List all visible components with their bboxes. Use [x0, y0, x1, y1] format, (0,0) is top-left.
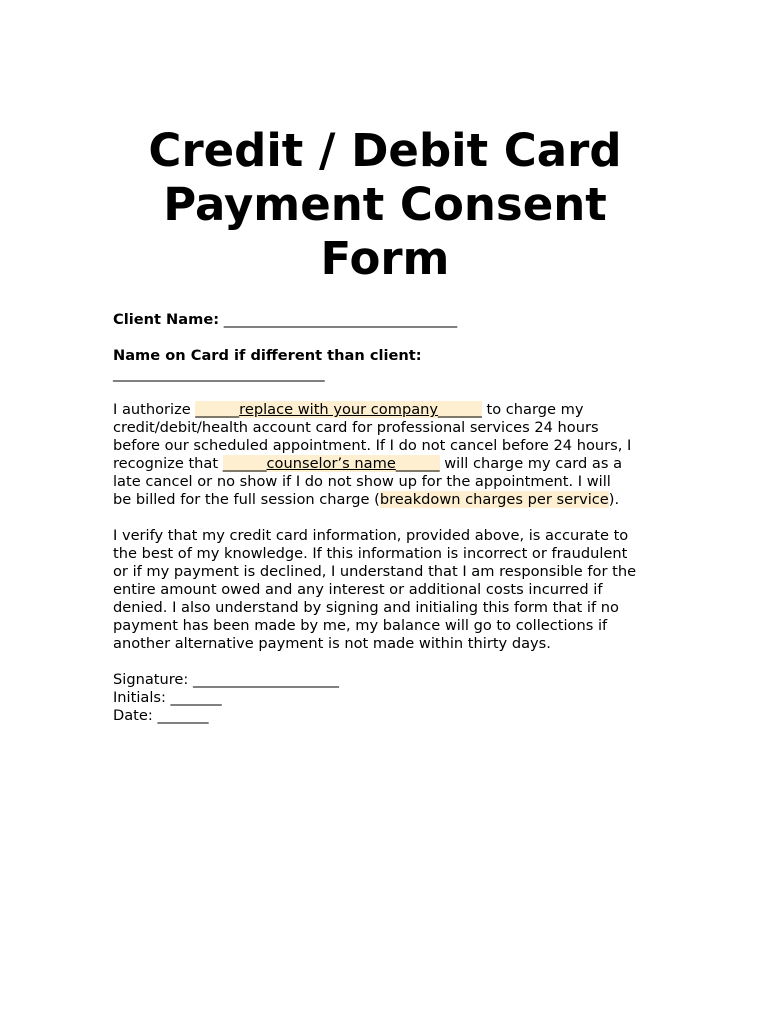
verify-line: another alternative payment is not made within thirty days.: [113, 635, 551, 652]
verify-line: denied. I also understand by signing and initialing this form that if no: [113, 599, 619, 616]
verify-line: I verify that my credit card information, provided above, is accurate to: [113, 527, 629, 544]
name-on-card-blank[interactable]: _____________________________: [113, 365, 325, 382]
initials-row: [113, 689, 673, 707]
company-placeholder-field[interactable]: [195, 401, 481, 418]
verify-line: payment has been made by me, my balance will go to collections if: [113, 617, 608, 634]
auth-line-3: before our scheduled appointment. If I do not cancel before 24 hours, I: [113, 437, 632, 454]
breakdown-placeholder[interactable]: breakdown charges per service: [379, 491, 609, 508]
client-name-blank[interactable]: ________________________________: [223, 311, 458, 328]
client-name-label: Client Name:: [113, 311, 220, 328]
auth-text: recognize that: [113, 455, 223, 472]
signature-row: [113, 671, 673, 689]
title-line-3: Form: [320, 232, 450, 285]
verify-line: entire amount owed and any interest or additional costs incurred if: [113, 581, 603, 598]
verification-paragraph: [113, 527, 673, 653]
auth-line-2: credit/debit/health account card for professional services 24 hours: [113, 419, 599, 436]
signature-blank[interactable]: ____________________: [192, 671, 339, 688]
initials-label: Initials:: [113, 689, 171, 706]
signature-block: [113, 671, 673, 725]
verify-line: or if my payment is declined, I understand that I am responsible for the: [113, 563, 637, 580]
signature-label: Signature:: [113, 671, 193, 688]
counselor-post-blank: ______: [395, 455, 440, 472]
title-line-2: Payment Consent: [163, 178, 607, 231]
date-row: [113, 707, 673, 725]
company-post-blank: ______: [438, 401, 482, 418]
auth-line-5: late cancel or no show if I do not show up for the appointment. I will: [113, 473, 611, 490]
auth-line-1: [113, 401, 673, 419]
name-on-card-label: Name on Card if different than client:: [113, 347, 422, 364]
auth-line-6: [113, 491, 673, 509]
authorization-paragraph: [113, 401, 673, 509]
company-placeholder: replace with your company: [239, 401, 439, 418]
counselor-placeholder-field[interactable]: [223, 455, 440, 472]
verify-line: the best of my knowledge. If this information is incorrect or fraudulent: [113, 545, 628, 562]
date-label: Date:: [113, 707, 158, 724]
auth-text: ).: [608, 491, 620, 508]
auth-line-4: [113, 455, 673, 473]
counselor-placeholder: counselor’s name: [266, 455, 396, 472]
auth-text: be billed for the full session charge (: [113, 491, 380, 508]
auth-text: will charge my card as a: [439, 455, 623, 472]
counselor-pre-blank: ______: [222, 455, 267, 472]
auth-text: I authorize: [113, 401, 196, 418]
client-name-row: [113, 311, 673, 329]
title-line-1: Credit / Debit Card: [148, 124, 622, 177]
company-pre-blank: ______: [195, 401, 240, 418]
page-title: [0, 124, 770, 286]
initials-blank[interactable]: _______: [170, 689, 222, 706]
date-blank[interactable]: _______: [157, 707, 209, 724]
auth-text: to charge my: [481, 401, 584, 418]
form-body: [113, 311, 673, 725]
